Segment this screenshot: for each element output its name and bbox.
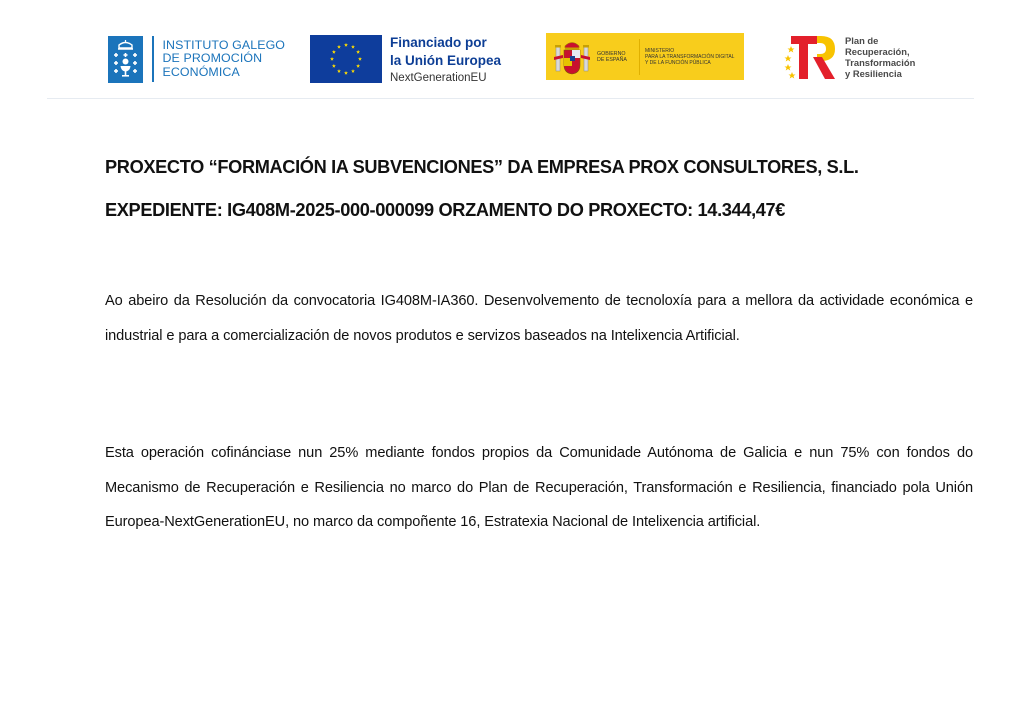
eu-line1: Financiado por: [390, 35, 487, 50]
project-title: PROXECTO “FORMACIÓN IA SUBVENCIONES” DA EMPRESA PROX CONSULTORES, S.L.: [105, 157, 859, 177]
prtr-line: y Resiliencia: [845, 68, 902, 80]
ministry-line: MINISTERIO: [645, 47, 675, 54]
plan-recuperacion-name: [845, 35, 915, 80]
resolution-paragraph: Ao abeiro da Resolución da convocatoria IG408M-IA360. Desenvolvemento de tecnoloxía para a mellora da actividade económica e industrial e para a comercialización de novos produtos e servizos baseados na Intelixencia Artificial.: [105, 293, 973, 344]
gobierno-espana-logo: [546, 33, 744, 80]
igape-name: [163, 39, 286, 79]
gobierno-divider: [639, 39, 640, 75]
spain-coat-of-arms-icon: [553, 37, 591, 77]
prtr-line: Recuperación,: [845, 45, 910, 57]
cofinancing-paragraph: Esta operación cofinánciase nun 25% mediante fondos propios da Comunidade Autónoma de Galicia e nun 75% con fondos do Mecanismo de Recuperación e Resiliencia no marco do Plan de Recuperación, Transformación e Resiliencia, financiado pola Unión Europea-NextGenerationEU, no marco da compoñente 16, Estratexia Nacional de Intelixencia artificial.: [105, 445, 973, 530]
eu-line3: NextGenerationEU: [390, 72, 487, 84]
header-logos: [0, 0, 1024, 100]
igape-line: ECONÓMICA: [162, 64, 240, 79]
ministry-name: [645, 48, 734, 66]
ministry-line: Y DE LA FUNCIÓN PÚBLICA: [645, 59, 711, 66]
ministry-line: PARA LA TRANSFORMACIÓN DIGITAL: [645, 53, 735, 60]
gobierno-name: [597, 51, 635, 63]
eu-flag-icon: [310, 35, 382, 83]
igape-logo: [108, 34, 285, 84]
prtr-line: Plan de: [845, 34, 879, 46]
eu-line2: la Unión Europea: [390, 53, 502, 68]
eu-funding-text: [390, 34, 501, 86]
igape-line: INSTITUTO GALEGO: [162, 37, 286, 52]
project-file-and-budget: EXPEDIENTE: IG408M-2025-000-000099 ORZAMENTO DO PROXECTO: 14.344,47€: [105, 200, 786, 220]
header-divider: [47, 98, 974, 99]
igape-divider: [152, 36, 154, 82]
gobierno-line: GOBIERNO: [597, 50, 626, 57]
igape-line: DE PROMOCIÓN: [162, 51, 263, 66]
gobierno-line: DE ESPAÑA: [597, 56, 627, 63]
eu-funding-logo: [310, 35, 501, 86]
plan-recuperacion-logo: [783, 33, 915, 81]
xunta-galicia-shield-icon: [108, 36, 143, 83]
tr-logo-icon: [783, 33, 839, 81]
prtr-line: Transformación: [845, 57, 916, 68]
